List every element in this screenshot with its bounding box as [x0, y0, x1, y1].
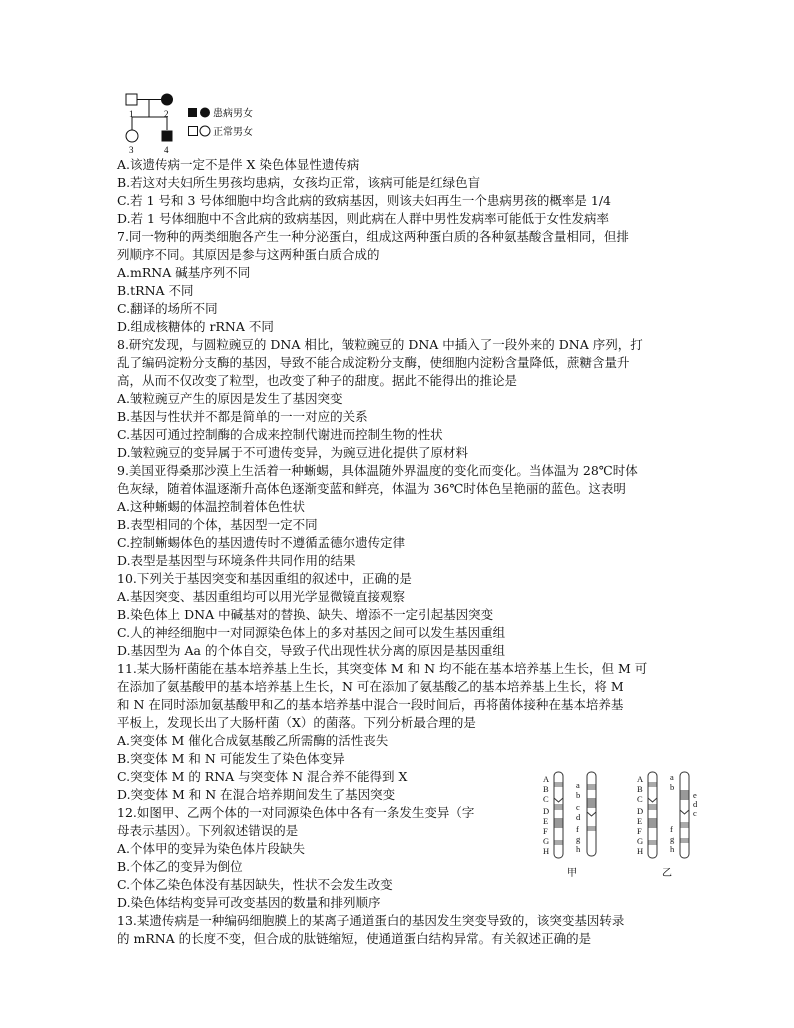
jia-right-gene: d	[576, 812, 581, 822]
pedigree-number-4: 4	[164, 145, 169, 155]
option-6a: A.该遗传病一定不是伴 X 染色体显性遗传病	[117, 157, 360, 172]
question-7-stem-1: 7.同一物种的两类细胞各产生一种分泌蛋白，组成这两种蛋白质的各种氨基酸含量相同，但排	[117, 229, 629, 244]
option-7a: A.mRNA 碱基序列不同	[117, 265, 251, 280]
question-12-stem-2: 母表示基因）。下列叙述错误的是	[117, 823, 299, 838]
option-9a: A.这种蜥蜴的体温控制着体色性状	[117, 499, 306, 514]
yi-right-gene: d	[693, 799, 698, 809]
option-8b: B.基因与性状并不都是简单的一一对应的关系	[117, 409, 368, 424]
option-12b: B.个体乙的变异为倒位	[117, 859, 243, 874]
chromosome-jia-1	[554, 772, 563, 858]
pedigree-individual-1	[126, 94, 137, 105]
yi-right-gene: f	[670, 824, 673, 834]
question-9-stem-1: 9.美国亚得桑那沙漠上生活着一种蜥蜴，具体温随外界温度的变化而变化。当体温为 28℃时体	[117, 463, 638, 478]
yi-left-gene: B	[637, 784, 643, 794]
legend-normal-male-icon	[189, 127, 198, 136]
option-10c: C.人的神经细胞中一对同源染色体上的多对基因之间可以发生基因重组	[117, 625, 506, 640]
figure-label-jia: 甲	[567, 868, 577, 879]
option-7b: B.tRNA 不同	[117, 283, 194, 298]
yi-right-gene: b	[670, 782, 675, 792]
option-9b: B.表型相同的个体，基因型一定不同	[117, 517, 318, 532]
option-10b: B.染色体上 DNA 中碱基对的替换、缺失、增添不一定引起基因突变	[117, 607, 494, 622]
jia-right-gene: c	[576, 802, 580, 812]
pedigree-individual-3	[126, 130, 138, 142]
option-12a: A.个体甲的变异为染色体片段缺失	[117, 841, 306, 856]
jia-right-gene: f	[576, 824, 579, 834]
question-8-stem-2: 乱了编码淀粉分支酶的基因，导致不能合成淀粉分支酶，使细胞内淀粉含量降低，蔗糖含量升	[117, 355, 630, 370]
option-6c: C.若 1 号和 3 号体细胞中均含此病的致病基因，则该夫妇再生一个患病男孩的概率是 1/4	[117, 193, 611, 208]
yi-right-gene: g	[670, 834, 675, 844]
jia-right-gene: b	[576, 790, 581, 800]
chromosome-figure	[530, 768, 705, 880]
option-6d: D.若 1 号体细胞中不含此病的致病基因，则此病在人群中男性发病率可能低于女性发病率	[117, 211, 609, 226]
option-12c: C.个体乙染色体没有基因缺失，性状不会发生改变	[117, 877, 393, 892]
jia-right-gene: h	[576, 844, 581, 854]
option-9d: D.表型是基因型与环境条件共同作用的结果	[117, 553, 356, 568]
yi-left-gene: C	[637, 794, 643, 804]
legend-normal-female-icon	[200, 126, 210, 136]
jia-left-gene: E	[543, 816, 549, 826]
yi-right-gene: h	[670, 844, 675, 854]
question-11-stem-4: 平板上，发现长出了大肠杆菌（X）的菌落。下列分析最合理的是	[117, 715, 476, 730]
question-13-stem-2: 的 mRNA 的长度不变，但合成的肽链缩短，使通道蛋白结构异常。有关叙述正确的是	[117, 931, 592, 946]
yi-right-gene: a	[670, 772, 674, 782]
yi-left-gene: D	[637, 806, 644, 816]
option-7d: D.组成核糖体的 rRNA 不同	[117, 319, 274, 334]
pedigree-number-3: 3	[129, 145, 134, 155]
yi-right-gene: c	[693, 808, 697, 818]
jia-right-gene: g	[576, 834, 581, 844]
question-12-stem-1: 12.如图甲、乙两个体的一对同源染色体中各有一条发生变异（字	[117, 805, 475, 820]
jia-left-gene: H	[543, 846, 550, 856]
pedigree-number-1: 1	[129, 109, 134, 119]
option-10a: A.基因突变、基因重组均可以用光学显微镜直接观察	[117, 589, 406, 604]
yi-left-gene: F	[637, 826, 642, 836]
question-10-stem: 10.下列关于基因突变和基因重组的叙述中，正确的是	[117, 571, 412, 586]
chromosome-yi-2	[680, 772, 689, 858]
yi-right-gene: e	[693, 790, 697, 800]
question-11-stem-1: 11.某大肠杆菌能在基本培养基上生长，其突变体 M 和 N 均不能在基本培养基上生长，但 M 可	[117, 661, 648, 676]
option-11d: D.突变体 M 和 N 在混合培养期间发生了基因突变	[117, 787, 396, 802]
pedigree-individual-4	[162, 131, 173, 142]
pedigree-individual-2	[161, 94, 173, 106]
pedigree-figure	[117, 90, 277, 160]
legend-affected-label: 患病男女	[213, 108, 253, 120]
yi-left-gene: G	[637, 836, 644, 846]
question-7-stem-2: 列顺序不同。其原因是参与这两种蛋白质合成的	[117, 247, 380, 262]
legend-affected-female-icon	[200, 108, 210, 118]
jia-left-gene: D	[543, 806, 550, 816]
yi-left-gene: A	[637, 774, 644, 784]
figure-label-yi: 乙	[662, 868, 672, 879]
yi-left-gene: E	[637, 816, 643, 826]
pedigree-number-2: 2	[164, 109, 169, 119]
option-12d: D.染色体结构变异可改变基因的数量和排列顺序	[117, 895, 381, 910]
question-9-stem-2: 色灰绿，随着体温逐渐升高体色逐渐变蓝和鲜亮，体温为 36℃时体色呈艳丽的蓝色。这表明	[117, 481, 626, 496]
option-11b: B.突变体 M 和 N 可能发生了染色体变异	[117, 751, 345, 766]
option-8c: C.基因可通过控制酶的合成来控制代谢进而控制生物的性状	[117, 427, 443, 442]
chromosome-yi-1	[648, 772, 657, 858]
option-8a: A.皱粒豌豆产生的原因是发生了基因突变	[117, 391, 343, 406]
option-6b: B.若这对夫妇所生男孩均患病，女孩均正常，该病可能是红绿色盲	[117, 175, 481, 190]
jia-left-gene: C	[543, 794, 549, 804]
yi-left-gene: H	[637, 846, 644, 856]
option-8d: D.皱粒豌豆的变异属于不可遗传变异，为豌豆进化提供了原材料	[117, 445, 469, 460]
jia-left-gene: A	[543, 774, 550, 784]
question-13-stem-1: 13.某遗传病是一种编码细胞膜上的某离子通道蛋白的基因发生突变导致的，该突变基因转录	[117, 913, 625, 928]
question-11-stem-3: 和 N 在同时添加氨基酸甲和乙的基本培养基中混合一段时间后，再将菌体接种在基本培养基	[117, 697, 624, 712]
jia-left-gene: G	[543, 836, 550, 846]
option-11a: A.突变体 M 催化合成氨基酸乙所需酶的活性丧失	[117, 733, 389, 748]
question-8-stem-3: 高，从而不仅改变了粒型，也改变了种子的甜度。据此不能得出的推论是	[117, 373, 518, 388]
legend-affected-male-icon	[188, 108, 197, 117]
chromosome-jia-2	[587, 772, 596, 856]
jia-left-gene: B	[543, 784, 549, 794]
option-10d: D.基因型为 Aa 的个体自交，导致子代出现性状分离的原因是基因重组	[117, 643, 505, 658]
option-9c: C.控制蜥蜴体色的基因遗传时不遵循孟德尔遗传定律	[117, 535, 406, 550]
legend-normal-label: 正常男女	[213, 127, 253, 138]
option-7c: C.翻译的场所不同	[117, 301, 218, 316]
option-11c: C.突变体 M 的 RNA 与突变体 N 混合养不能得到 X	[117, 769, 408, 784]
question-11-stem-2: 在添加了氨基酸甲的基本培养基上生长，N 可在添加了氨基酸乙的基本培养基上生长，将 M	[117, 679, 624, 694]
question-8-stem-1: 8.研究发现，与圆粒豌豆的 DNA 相比，皱粒豌豆的 DNA 中插入了一段外来的 DNA 序列，打	[117, 337, 643, 352]
jia-left-gene: F	[543, 826, 548, 836]
jia-right-gene: a	[576, 780, 580, 790]
